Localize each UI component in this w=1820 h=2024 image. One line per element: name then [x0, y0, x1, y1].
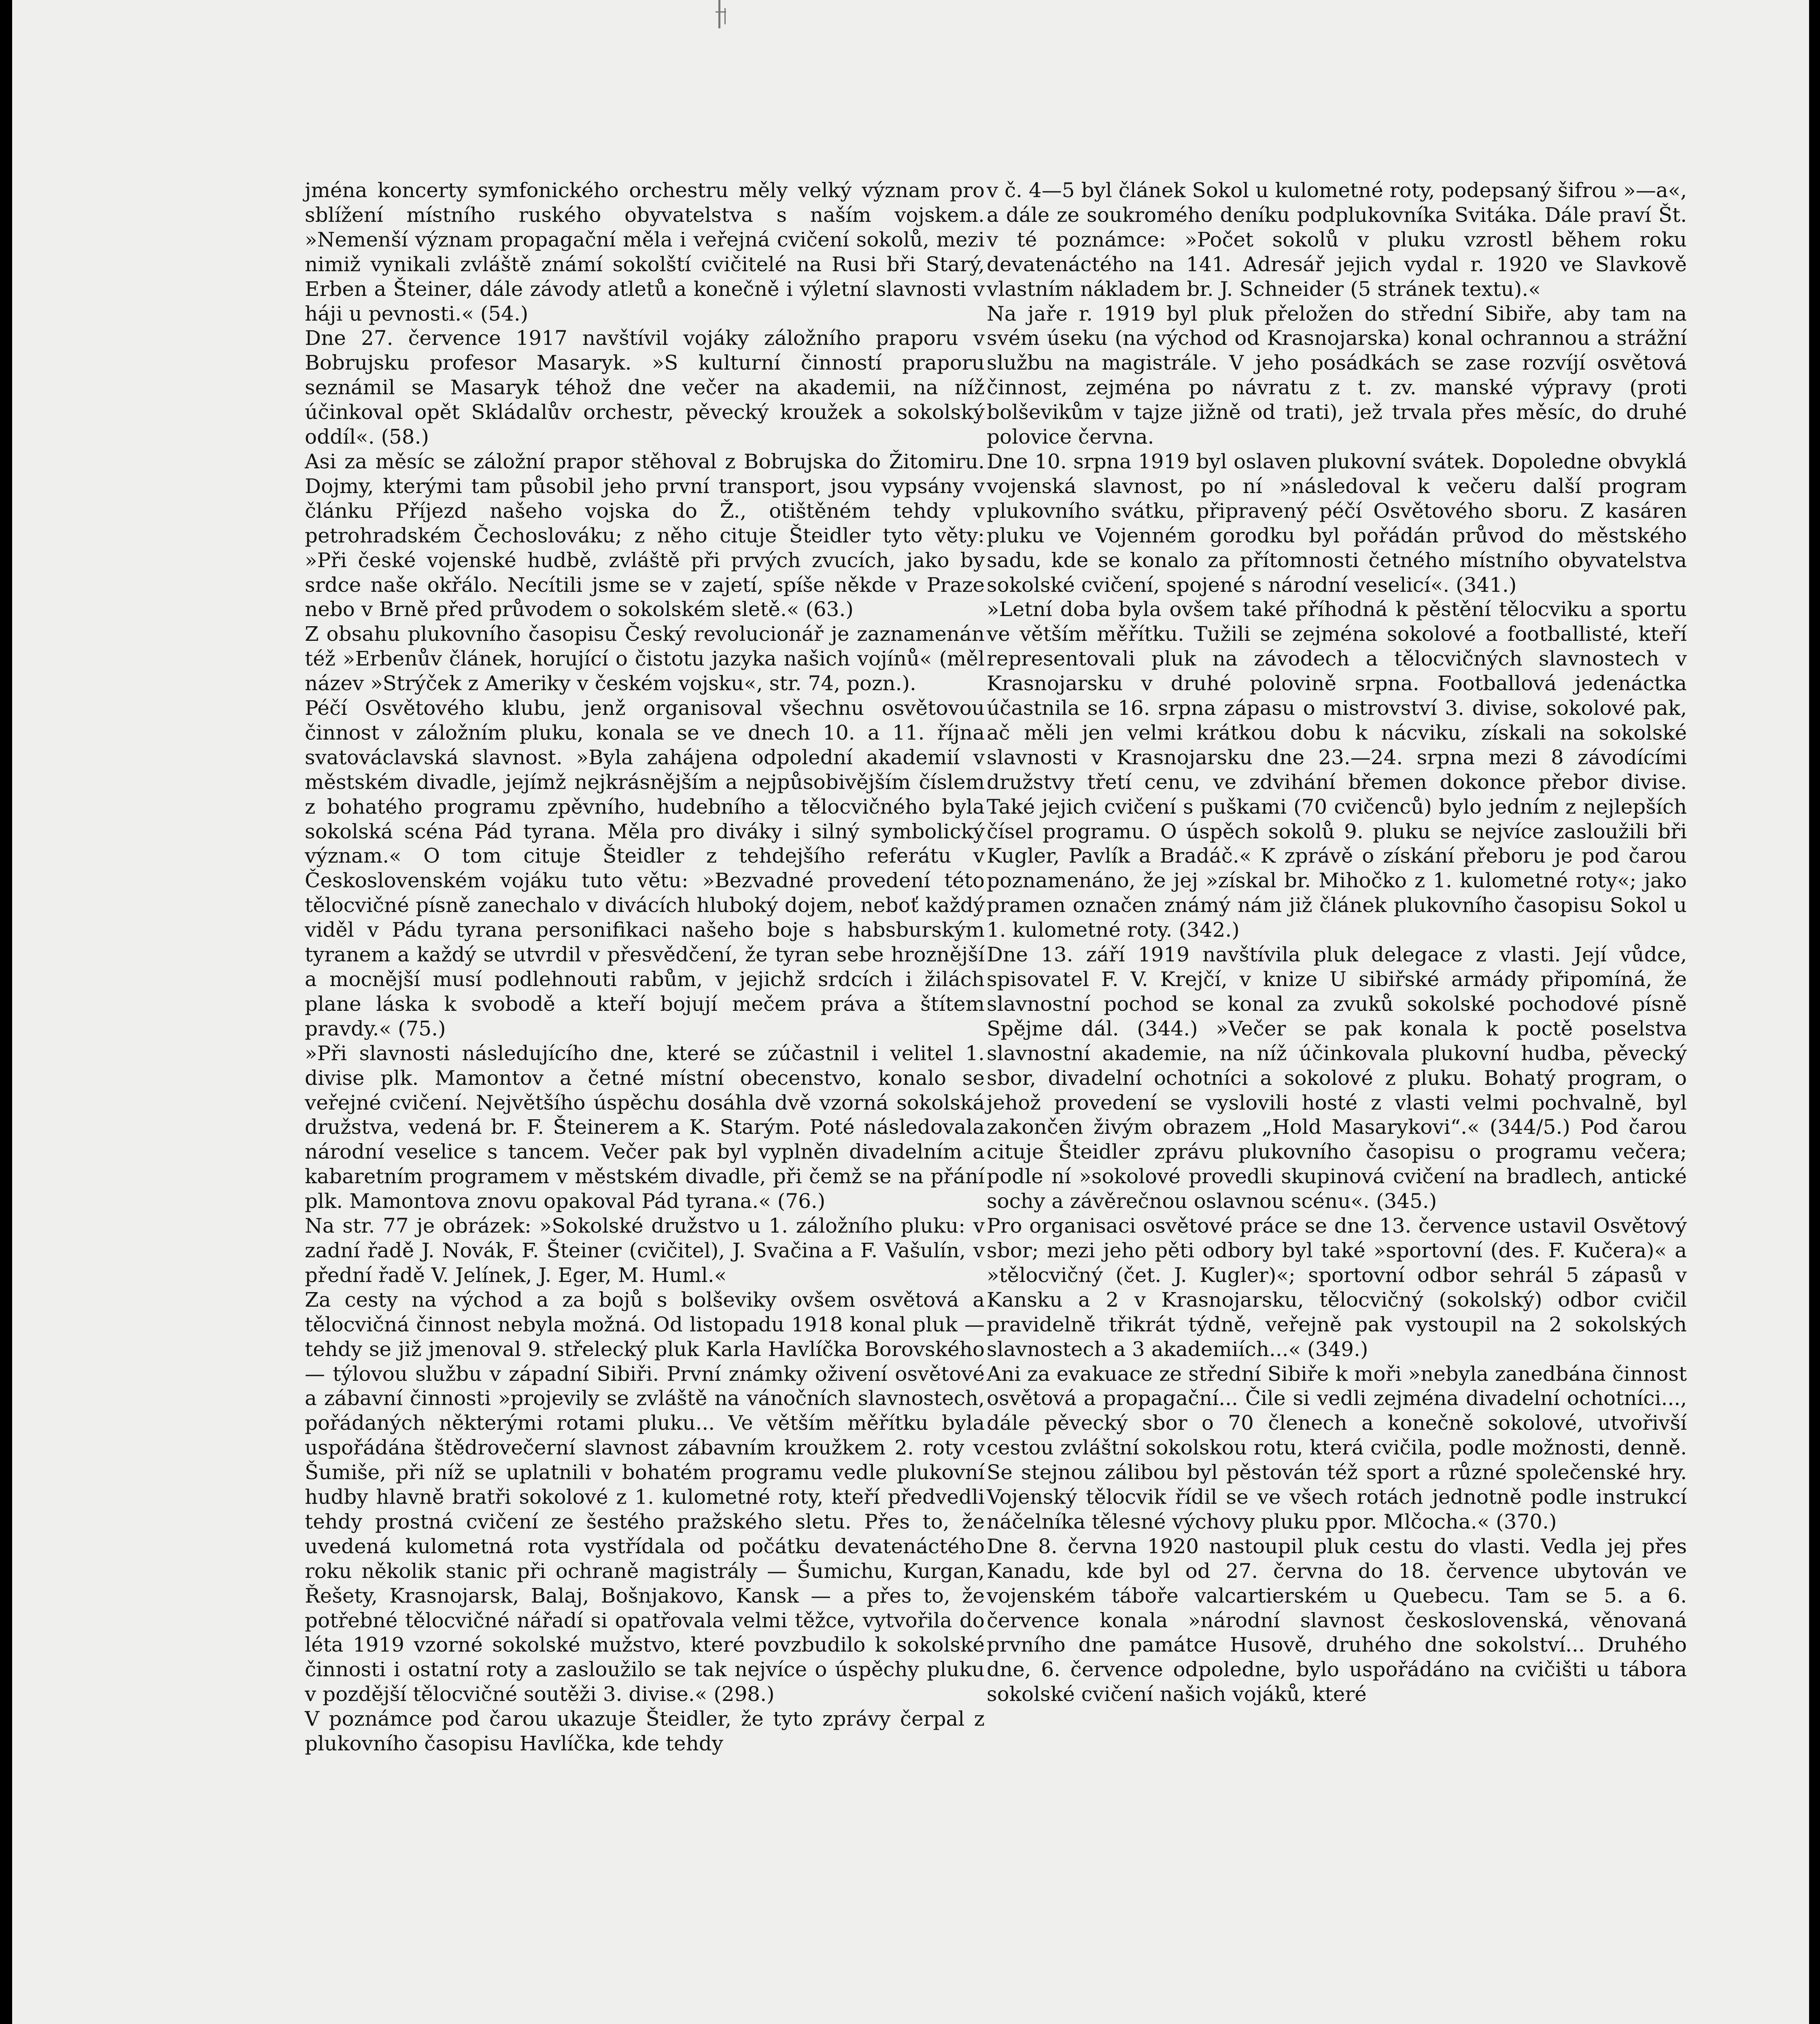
left-column [305, 178, 985, 1756]
book-page [12, 0, 1809, 2024]
scan-artifact [724, 8, 726, 24]
paragraph: Péčí Osvětového klubu, jenž organisoval všechnu osvětovou činnost v záložním pluku, konala se ve dnech 10. a 11. října svatováclavská slavnost. »Byla zahájena odpolední akademií v městském divadle, jejímž nejkrásnějším a nejpůsobivějším číslem z bohatého programu zpěvního, hudebního a tělocvičného byla sokolská scéna Pád tyrana. Měla pro diváky i silný symbolický význam.« O tom cituje Šteidler z tehdejšího referátu v Československém vojáku tuto větu: »Bezvadné provedení této tělocvičné písně zanechalo v divácích hluboký dojem, neboť každý viděl v Pádu tyrana personifikaci našeho boje s habsburským tyranem a každý se utvrdil v přesvědčení, že tyran sebe hroznější a mocnější musí podlehnouti rabům, v jejichž srdcích i žilách plane láska k svobodě a kteří bojují mečem práva a štítem pravdy.« (75.) [305, 696, 985, 1040]
scan-artifact [718, 0, 720, 28]
paragraph: Asi za měsíc se záložní prapor stěhoval z Bobrujska do Žitomiru. Dojmy, kterými tam působil jeho první transport, jsou vypsány v článku Příjezd našeho vojska do Ž., otištěném tehdy v petrohradském Čechoslováku; z něho cituje Šteidler tyto věty: »Při české vojenské hudbě, zvláště při prvých zvucích, jako by srdce naše okřálo. Necítili jsme se v zajetí, spíše někde v Praze nebo v Brně před průvodem o sokolském sletě.« (63.) [305, 449, 985, 621]
paragraph: Dne 27. července 1917 navštívil vojáky záložního praporu v Bobrujsku profesor Masaryk. »S kulturní činností praporu seznámil se Masaryk téhož dne večer na akademii, na níž účinkoval opět Skládalův orchestr, pěvecký kroužek a sokolský oddíl«. (58.) [305, 326, 985, 449]
paragraph: Za cesty na východ a za bojů s bolševiky ovšem osvětová a tělocvičná činnost nebyla možná. Od listopadu 1918 konal pluk — tehdy se již jmenoval 9. střelecký pluk Karla Havlíčka Borovského — týlovou službu v západní Sibiři. První známky oživení osvětové a zábavní činnosti »projevily se zvláště na vánočních slavnostech, pořádaných některými rotami pluku... Ve větším měřítku byla uspořádána štědrovečerní slavnost zábavním kroužkem 2. roty v Šumiše, při níž se uplatnili v bohatém programu vedle plukovní hudby hlavně bratři sokolové z 1. kulometné roty, kteří předvedli tehdy prostná cvičení ze šestého pražského sletu. Přes to, že uvedená kulometná rota vystřídala od počátku devatenáctého roku několik stanic při ochraně magistrály — Šumichu, Kurgan, Řešety, Krasnojarsk, Balaj, Bošnjakovo, Kansk — a přes to, že potřebné tělocvičné nářadí si opatřovala velmi těžce, vytvořila do léta 1919 vzorné sokolské mužstvo, které povzbudilo k sokolské činnosti i ostatní roty a zasloužilo se tak nejvíce o úspěchy pluku v pozdější tělocvičné soutěži 3. divise.« (298.) [305, 1288, 985, 1706]
paragraph: Na str. 77 je obrázek: »Sokolské družstvo u 1. záložního pluku: v zadní řadě J. Novák, F. Šteiner (cvičitel), J. Svačina a F. Vašulín, v přední řadě V. Jelínek, J. Eger, M. Huml.« [305, 1214, 985, 1287]
paragraph: v č. 4—5 byl článek Sokol u kulometné roty, podepsaný šifrou »—a«, a dále ze soukromého deníku podplukovníka Svitáka. Dále praví Št. v té poznámce: »Počet sokolů v pluku vzrostl během roku devatenáctého na 141. Adresář jejich vydal r. 1920 ve Slavkově vlastním nákladem br. J. Schneider (5 stránek textu).« [987, 179, 1687, 301]
scan-artifact [716, 11, 726, 13]
paragraph: Na jaře r. 1919 byl pluk přeložen do střední Sibiře, aby tam na svém úseku (na východ od Krasnojarska) konal ochrannou a strážní službu na magistrále. V jeho posádkách se zase rozvíjí osvětová činnost, zejména po návratu z t. zv. manské výpravy (proti bolševikům v tajze jižně od trati), jež trvala přes měsíc, do druhé polovice června. [987, 302, 1687, 449]
paragraph: jména koncerty symfonického orchestru měly velký význam pro sblížení místního ruského obyvatelstva s naším vojskem. »Nemenší význam propagační měla i veřejná cvičení sokolů, mezi nimiž vynikali zvláště známí sokolští cvičitelé na Rusi bři Starý, Erben a Šteiner, dále závody atletů a konečně i výletní slavnosti v háji u pevnosti.« (54.) [305, 179, 985, 325]
paragraph: Ani za evakuace ze střední Sibiře k moři »nebyla zanedbána činnost osvětová a propagační... Čile si vedli zejména divadelní ochotníci..., dále pěvecký sbor o 70 členech a konečně sokolové, utvořivší cestou zvláštní sokolskou rotu, která cvičila, podle možnosti, denně. Se stejnou zálibou byl pěstován též sport a různé společenské hry. Vojenský tělocvik řídil se ve všech rotách jednotně podle instrukcí náčelníka tělesné výchovy pluku ppor. Mlčocha.« (370.) [987, 1362, 1687, 1533]
paragraph: »Při slavnosti následujícího dne, které se zúčastnil i velitel 1. divise plk. Mamontov a četné místní obecenstvo, konalo se veřejné cvičení. Největšího úspěchu dosáhla dvě vzorná sokolská družstva, vedená br. F. Šteinerem a K. Starým. Poté následovala národní veselice s tancem. Večer pak byl vyplněn divadelním a kabaretním programem v městském divadle, při čemž se na přání plk. Mamontova znovu opakoval Pád tyrana.« (76.) [305, 1041, 985, 1213]
paragraph: Dne 13. září 1919 navštívila pluk delegace z vlasti. Její vůdce, spisovatel F. V. Krejčí, v knize U sibiřské armády připomíná, že slavnostní pochod se konal za zvuků sokolské pochodové písně Spějme dál. (344.) »Večer se pak konala k poctě poselstva slavnostní akademie, na níž účinkovala plukovní hudba, pěvecký sbor, divadelní ochotníci a sokolové z pluku. Bohatý program, o jehož provedení se vyslovili hosté z vlasti velmi pochvalně, byl zakončen živým obrazem „Hold Masarykovi“.« (344/5.) Pod čarou cituje Šteidler zprávu plukovního časopisu o programu večera; podle ní »sokolové provedli skupinová cvičení na bradlech, antické sochy a závěrečnou oslavnou scénu«. (345.) [987, 943, 1687, 1213]
paragraph: Dne 10. srpna 1919 byl oslaven plukovní svátek. Dopoledne obvyklá vojenská slavnost, po ní »následoval k večeru další program plukovního svátku, připravený péčí Osvětového sboru. Z kasáren pluku ve Vojenném gorodku byl pořádán průvod do městského sadu, kde se konalo za přítomnosti četného místního obyvatelstva sokolské cvičení, spojené s národní veselicí«. (341.) [987, 449, 1687, 597]
paragraph: V poznámce pod čarou ukazuje Šteidler, že tyto zprávy čerpal z plukovního časopisu Havlíčka, kde tehdy [305, 1707, 985, 1756]
paragraph: Z obsahu plukovního časopisu Český revolucionář je zaznamenán též »Erbenův článek, horující o čistotu jazyka našich vojínů« (měl název »Strýček z Ameriky v českém vojsku«, str. 74, pozn.). [305, 622, 985, 695]
paragraph: »Letní doba byla ovšem také příhodná k pěstění tělocviku a sportu ve větším měřítku. Tužili se zejména sokolové a footballisté, kteří representovali pluk na závodech a tělocvičných slavnostech v Krasnojarsku v druhé polovině srpna. Footballová jedenáctka účastnila se 16. srpna zápasu o mistrovství 3. divise, sokolové pak, ač měli jen velmi krátkou dobu k nácviku, získali na sokolské slavnosti v Krasnojarsku dne 23.—24. srpna mezi 8 závodícími družstvy třetí cenu, ve zdvihání břemen dokonce přebor divise. Také jejich cvičení s puškami (70 cvičenců) bylo jedním z nejlepších čísel programu. O úspěch sokolů 9. pluku se nejvíce zasloužili bři Kugler, Pavlík a Bradáč.« K zprávě o získání přeboru je pod čarou poznamenáno, že jej »získal br. Mihočko z 1. kulometné roty«; jako pramen označen známý nám již článek plukovního časopisu Sokol u 1. kulometné roty. (342.) [987, 597, 1687, 942]
right-column [987, 178, 1687, 1707]
paragraph: Dne 8. června 1920 nastoupil pluk cestu do vlasti. Vedla jej přes Kanadu, kde byl od 27. června do 18. července ubytován ve vojenském táboře valcartierském u Quebecu. Tam se 5. a 6. července konala »národní slavnost československá, věnovaná prvního dne památce Husově, druhého dne sokolství... Druhého dne, 6. července odpoledne, bylo uspořádáno na cvičišti u tábora sokolské cvičení našich vojáků, které [987, 1534, 1687, 1706]
paragraph: Pro organisaci osvětové práce se dne 13. července ustavil Osvětový sbor; mezi jeho pěti odbory byl také »sportovní (des. F. Kučera)« a »tělocvičný (čet. J. Kugler)«; sportovní odbor sehrál 5 zápasů v Kansku a 2 v Krasnojarsku, tělocvičný (sokolský) odbor cvičil pravidelně třikrát týdně, veřejně pak vystoupil na 2 sokolských slavnostech a 3 akademiích...« (349.) [987, 1214, 1687, 1361]
